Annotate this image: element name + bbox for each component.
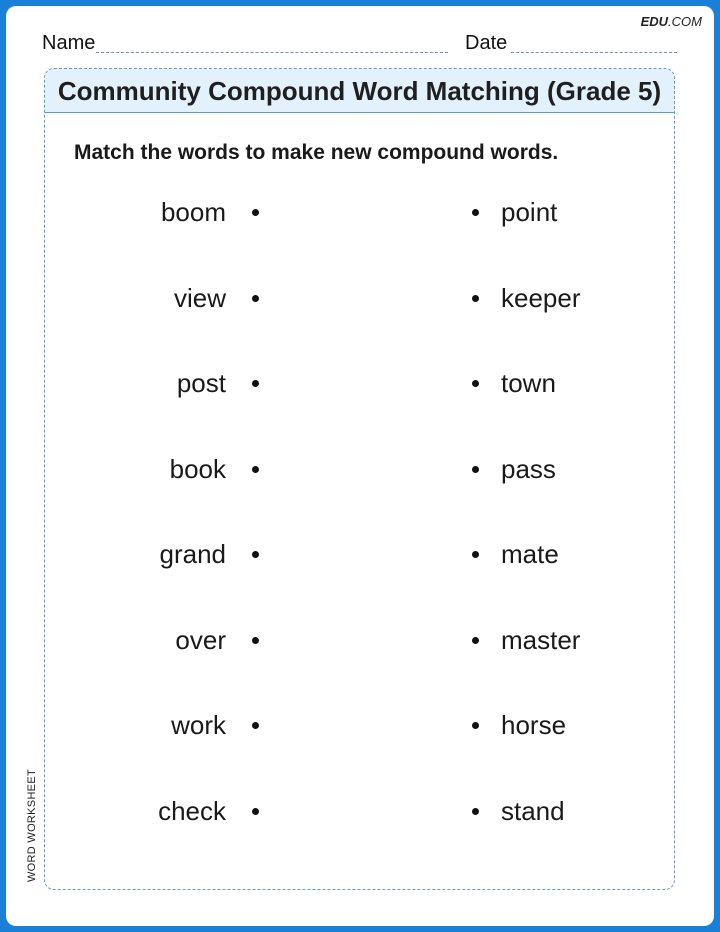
right-word: point: [501, 197, 558, 227]
name-field[interactable]: [96, 52, 448, 53]
left-dot[interactable]: [252, 808, 259, 815]
match-row: [45, 192, 674, 232]
match-row: [45, 620, 674, 660]
right-dot[interactable]: [472, 380, 479, 387]
side-label: WORD WORKSHEET: [26, 769, 38, 882]
match-row: [45, 449, 674, 489]
right-word: mate: [501, 539, 559, 569]
right-dot[interactable]: [472, 722, 479, 729]
right-dot[interactable]: [472, 466, 479, 473]
match-row: [45, 534, 674, 574]
left-dot[interactable]: [252, 209, 259, 216]
left-dot[interactable]: [252, 637, 259, 644]
worksheet-card: [44, 68, 675, 890]
left-word: work: [171, 710, 226, 740]
left-word: view: [173, 282, 226, 313]
left-dot[interactable]: [252, 380, 259, 387]
date-field[interactable]: [511, 52, 677, 53]
right-dot[interactable]: [472, 808, 479, 815]
left-dot[interactable]: [252, 466, 259, 473]
right-word: keeper: [501, 282, 581, 313]
match-row: [45, 363, 674, 403]
match-row: [45, 278, 674, 318]
left-word: boom: [160, 197, 226, 227]
left-dot[interactable]: [252, 722, 259, 729]
right-word: pass: [501, 453, 556, 484]
match-row: [45, 791, 674, 831]
right-dot[interactable]: [472, 295, 479, 302]
left-dot[interactable]: [252, 551, 259, 558]
left-word: grand: [159, 539, 226, 569]
right-word: stand: [501, 795, 565, 826]
left-dot[interactable]: [252, 295, 259, 302]
date-label: Date: [465, 32, 508, 54]
right-dot[interactable]: [472, 209, 479, 216]
worksheet-page: [6, 6, 714, 926]
left-word: book: [169, 453, 226, 484]
left-word: post: [176, 368, 226, 398]
match-row: [45, 705, 674, 745]
right-word: horse: [501, 710, 567, 740]
right-dot[interactable]: [472, 637, 479, 644]
left-word: check: [158, 795, 226, 826]
worksheet-title: Community Compound Word Matching (Grade 5): [45, 69, 674, 113]
name-label: Name: [42, 32, 96, 54]
right-word: town: [501, 368, 556, 398]
instructions: Match the words to make new compound words.: [74, 141, 559, 164]
left-word: over: [175, 624, 226, 655]
right-dot[interactable]: [472, 551, 479, 558]
right-word: master: [501, 624, 581, 655]
brand-logo: EDU.COM: [640, 14, 702, 29]
